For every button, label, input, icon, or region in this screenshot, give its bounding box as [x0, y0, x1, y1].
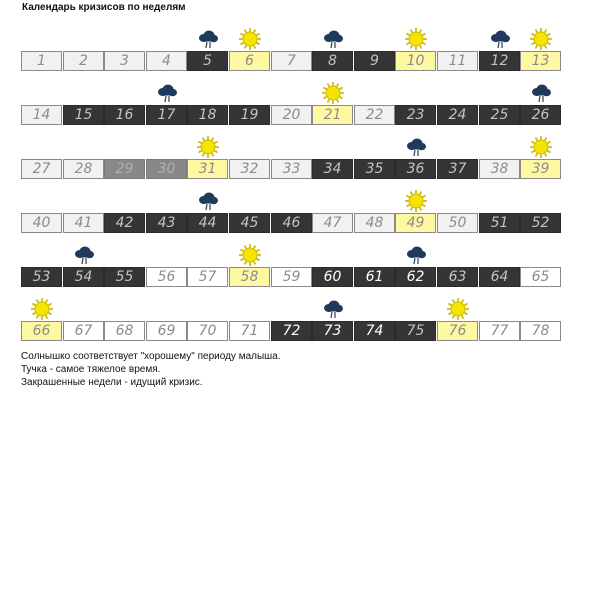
- week-cell: 29: [104, 159, 145, 179]
- week-cell: 26: [520, 105, 561, 125]
- week-cell: 17: [146, 105, 187, 125]
- legend-shaded-text: Закрашенные недели - идущий кризис.: [21, 377, 203, 388]
- week-cell: 44: [187, 213, 228, 233]
- sun-icon: [321, 81, 345, 105]
- week-cell: 63: [437, 267, 478, 287]
- storm-cloud-icon: [321, 27, 345, 51]
- week-cell: 32: [229, 159, 270, 179]
- week-row: [21, 74, 563, 130]
- week-cell: 12: [479, 51, 520, 71]
- week-cell: 24: [437, 105, 478, 125]
- week-cell: 62: [395, 267, 436, 287]
- week-cell: 72: [271, 321, 312, 341]
- week-cell: 40: [21, 213, 62, 233]
- week-cell: 53: [21, 267, 62, 287]
- sun-icon: [238, 27, 262, 51]
- storm-cloud-icon: [196, 189, 220, 213]
- week-cell: 31: [187, 159, 228, 179]
- week-cell: 61: [354, 267, 395, 287]
- week-cell: 5: [187, 51, 228, 71]
- storm-cloud-icon: [404, 243, 428, 267]
- sun-icon: [446, 297, 470, 321]
- week-cell: 48: [354, 213, 395, 233]
- week-cell: 59: [271, 267, 312, 287]
- storm-cloud-icon: [488, 27, 512, 51]
- week-cell: 13: [520, 51, 561, 71]
- storm-cloud-icon: [529, 81, 553, 105]
- week-cell: 35: [354, 159, 395, 179]
- storm-cloud-icon: [404, 135, 428, 159]
- week-cell: 3: [104, 51, 145, 71]
- week-cell: 45: [229, 213, 270, 233]
- sun-icon: [30, 297, 54, 321]
- storm-cloud-icon: [196, 27, 220, 51]
- sun-icon: [529, 135, 553, 159]
- week-cell: 70: [187, 321, 228, 341]
- week-cell: 49: [395, 213, 436, 233]
- week-cell: 14: [21, 105, 62, 125]
- week-cell: 9: [354, 51, 395, 71]
- week-cell: 57: [187, 267, 228, 287]
- week-cell: 65: [520, 267, 561, 287]
- week-cell: 39: [520, 159, 561, 179]
- week-cell: 78: [520, 321, 561, 341]
- page-title: Календарь кризисов по неделям: [22, 2, 186, 13]
- week-row: [21, 20, 563, 76]
- week-cell: 76: [437, 321, 478, 341]
- week-cell: 68: [104, 321, 145, 341]
- week-cell: 41: [63, 213, 104, 233]
- week-cell: 73: [312, 321, 353, 341]
- week-cell: 4: [146, 51, 187, 71]
- week-row: [21, 236, 563, 292]
- week-cell: 55: [104, 267, 145, 287]
- week-cell: 28: [63, 159, 104, 179]
- week-cell: 10: [395, 51, 436, 71]
- week-cell: 56: [146, 267, 187, 287]
- sun-icon: [529, 27, 553, 51]
- week-cell: 43: [146, 213, 187, 233]
- week-cell: 25: [479, 105, 520, 125]
- sun-icon: [238, 243, 262, 267]
- week-cell: 21: [312, 105, 353, 125]
- week-cell: 33: [271, 159, 312, 179]
- storm-cloud-icon: [155, 81, 179, 105]
- week-cell: 20: [271, 105, 312, 125]
- sun-icon: [404, 189, 428, 213]
- storm-cloud-icon: [72, 243, 96, 267]
- week-cell: 77: [479, 321, 520, 341]
- week-cell: 36: [395, 159, 436, 179]
- week-cell: 19: [229, 105, 270, 125]
- week-cell: 46: [271, 213, 312, 233]
- week-cell: 69: [146, 321, 187, 341]
- week-cell: 58: [229, 267, 270, 287]
- legend-cloud-text: Тучка - самое тяжелое время.: [21, 364, 161, 375]
- week-cell: 34: [312, 159, 353, 179]
- week-cell: 23: [395, 105, 436, 125]
- legend-sun-text: Солнышко соответствует "хорошему" периоду малыша.: [21, 351, 281, 362]
- storm-cloud-icon: [321, 297, 345, 321]
- week-cell: 74: [354, 321, 395, 341]
- week-cell: 18: [187, 105, 228, 125]
- week-cell: 64: [479, 267, 520, 287]
- week-cell: 37: [437, 159, 478, 179]
- week-cell: 51: [479, 213, 520, 233]
- week-cell: 15: [63, 105, 104, 125]
- week-cell: 60: [312, 267, 353, 287]
- week-row: [21, 182, 563, 238]
- week-row: [21, 128, 563, 184]
- sun-icon: [196, 135, 220, 159]
- week-cell: 50: [437, 213, 478, 233]
- week-cell: 11: [437, 51, 478, 71]
- week-cell: 54: [63, 267, 104, 287]
- week-row: [21, 290, 563, 346]
- week-cell: 22: [354, 105, 395, 125]
- week-cell: 71: [229, 321, 270, 341]
- week-cell: 67: [63, 321, 104, 341]
- week-cell: 66: [21, 321, 62, 341]
- sun-icon: [404, 27, 428, 51]
- week-cell: 30: [146, 159, 187, 179]
- week-cell: 8: [312, 51, 353, 71]
- week-cell: 47: [312, 213, 353, 233]
- week-cell: 38: [479, 159, 520, 179]
- week-cell: 16: [104, 105, 145, 125]
- week-cell: 75: [395, 321, 436, 341]
- week-cell: 52: [520, 213, 561, 233]
- week-cell: 27: [21, 159, 62, 179]
- week-cell: 42: [104, 213, 145, 233]
- week-cell: 6: [229, 51, 270, 71]
- week-cell: 2: [63, 51, 104, 71]
- week-cell: 7: [271, 51, 312, 71]
- week-cell: 1: [21, 51, 62, 71]
